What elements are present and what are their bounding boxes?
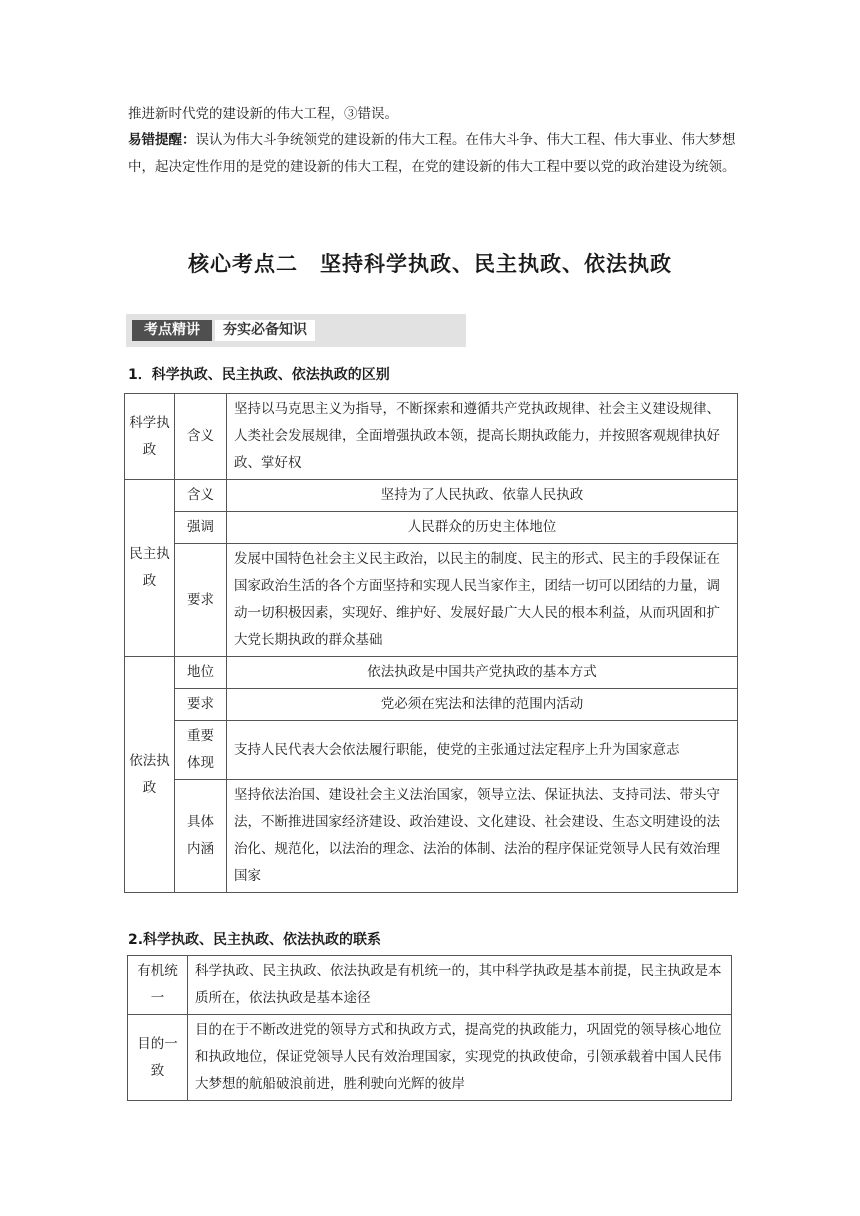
row-text: 发展中国特色社会主义民主政治，以民主的制度、民主的形式、民主的手段保证在国家政治生活的各个方面坚持和实现人民当家作主，团结一切可以团结的力量，调动一切积极因素，实现好、维护好、发展好最广大人民的根本利益，从而巩固和扩大党长期执政的群众基础 bbox=[227, 544, 738, 657]
row-label: 有机统一 bbox=[128, 956, 188, 1015]
category-cell: 科学执政 bbox=[125, 394, 175, 480]
row-text: 坚持为了人民执政、依靠人民执政 bbox=[227, 480, 738, 512]
section-title: 核心考点二 坚持科学执政、民主执政、依法执政 bbox=[188, 252, 672, 276]
category-cell: 民主执政 bbox=[125, 480, 175, 657]
table-row bbox=[125, 657, 738, 689]
table-row bbox=[125, 544, 738, 657]
row-text: 人民群众的历史主体地位 bbox=[227, 512, 738, 544]
row-text: 科学执政、民主执政、依法执政是有机统一的，其中科学执政是基本前提，民主执政是本质所在，依法执政是基本途径 bbox=[188, 956, 732, 1015]
row-text: 党必须在宪法和法律的范围内活动 bbox=[227, 689, 738, 721]
row-label: 目的一致 bbox=[128, 1015, 188, 1101]
row-label: 强调 bbox=[175, 512, 227, 544]
row-label: 含义 bbox=[175, 394, 227, 480]
difference-table bbox=[124, 393, 738, 893]
table-row bbox=[125, 480, 738, 512]
category-cell: 依法执政 bbox=[125, 657, 175, 893]
row-label: 要求 bbox=[175, 689, 227, 721]
error-tip-text: 误认为伟大斗争统领党的建设新的伟大工程。在伟大斗争、伟大工程、伟大事业、伟大梦想中，起决定性作用的是党的建设新的伟大工程，在党的建设新的伟大工程中要以党的政治建设为统领。 bbox=[128, 132, 736, 175]
table-row bbox=[125, 512, 738, 544]
row-text: 目的在于不断改进党的领导方式和执政方式，提高党的执政能力，巩固党的领导核心地位和执政地位，保证党领导人民有效治理国家，实现党的执政使命，引领承载着中国人民伟大梦想的航船破浪前进，胜利驶向光辉的彼岸 bbox=[188, 1015, 732, 1101]
table-row bbox=[125, 394, 738, 480]
table-row bbox=[125, 780, 738, 893]
connection-table bbox=[127, 955, 732, 1101]
row-text: 支持人民代表大会依法履行职能，使党的主张通过法定程序上升为国家意志 bbox=[227, 721, 738, 780]
topic-banner bbox=[126, 314, 466, 347]
table2-heading: 2.科学执政、民主执政、依法执政的联系 bbox=[128, 932, 382, 948]
row-label: 要求 bbox=[175, 544, 227, 657]
table-row bbox=[128, 956, 732, 1015]
row-text: 依法执政是中国共产党执政的基本方式 bbox=[227, 657, 738, 689]
table-row bbox=[125, 721, 738, 780]
table-row bbox=[125, 689, 738, 721]
row-label: 具体内涵 bbox=[175, 780, 227, 893]
banner-label-left: 考点精讲 bbox=[132, 320, 212, 341]
row-text: 坚持以马克思主义为指导，不断探索和遵循共产党执政规律、社会主义建设规律、人类社会发展规律，全面增强执政本领，提高长期执政能力，并按照客观规律执好政、掌好权 bbox=[227, 394, 738, 480]
error-tip-paragraph bbox=[128, 127, 738, 181]
error-tip-label: 易错提醒： bbox=[128, 132, 196, 148]
row-label: 地位 bbox=[175, 657, 227, 689]
row-label: 含义 bbox=[175, 480, 227, 512]
row-text: 坚持依法治国、建设社会主义法治国家，领导立法、保证执法、支持司法、带头守法，不断推进国家经济建设、政治建设、文化建设、社会建设、生态文明建设的法治化、规范化，以法治的理念、法治的体制、法治的程序保证党领导人民有效治理国家 bbox=[227, 780, 738, 893]
banner-label-right: 夯实必备知识 bbox=[215, 320, 315, 341]
intro-paragraph: 推进新时代党的建设新的伟大工程，③错误。 bbox=[128, 106, 398, 122]
table-row bbox=[128, 1015, 732, 1101]
row-label: 重要体现 bbox=[175, 721, 227, 780]
table1-heading: 1．科学执政、民主执政、依法执政的区别 bbox=[128, 367, 390, 383]
